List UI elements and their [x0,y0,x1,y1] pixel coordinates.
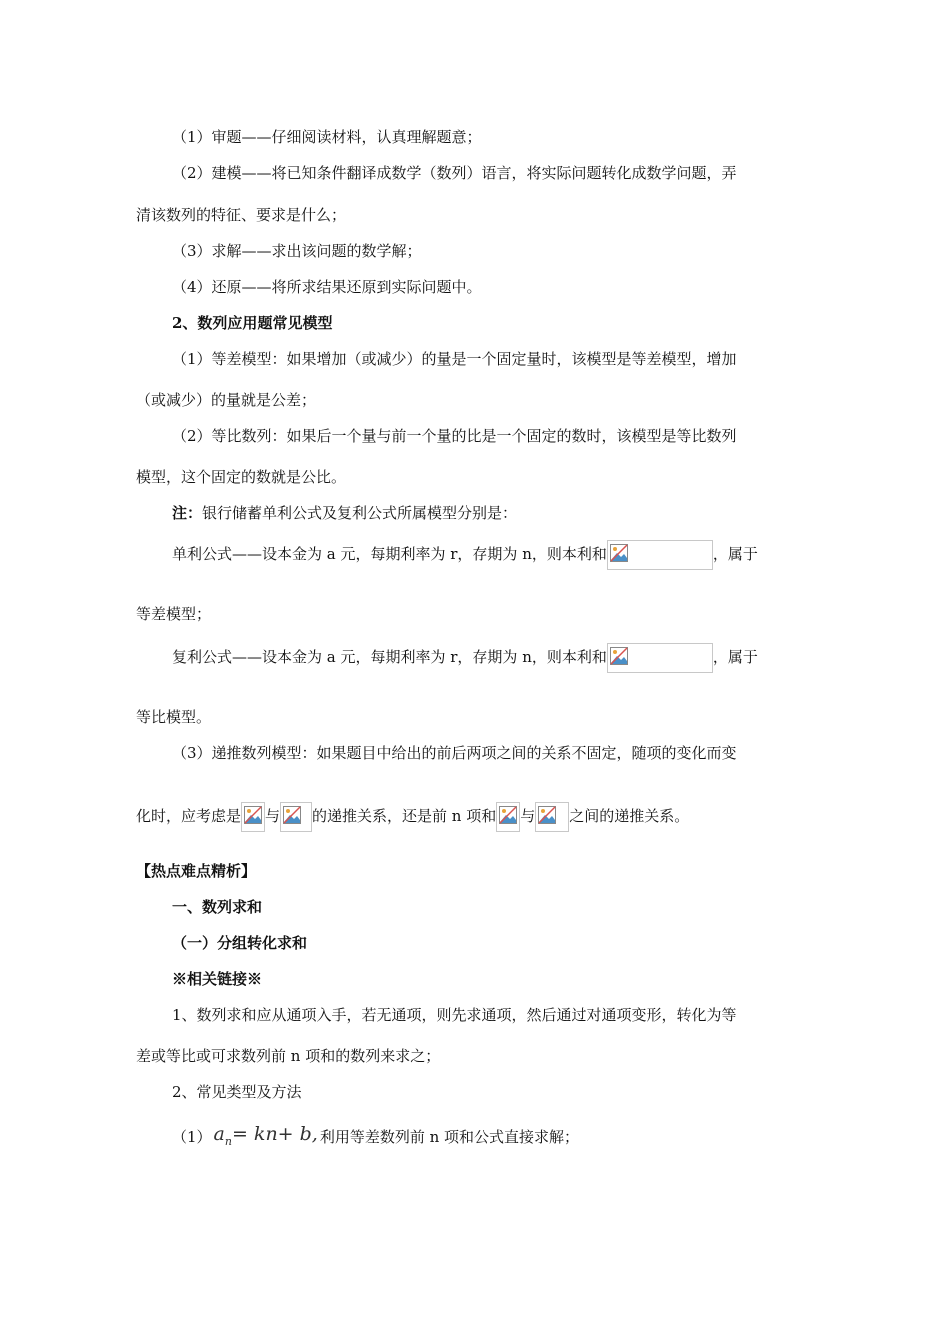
section-sum: 一、数列求和 [172,898,263,916]
formula-a: a [213,1123,225,1145]
recursive-cont-line [136,802,689,832]
section-title: 【热点难点精析】 [136,862,257,880]
recursive-text-3: 的递推关系，还是前 n 项和 [312,807,497,825]
formula-an [214,1124,318,1152]
type-1-prefix: （1） [172,1127,212,1146]
step-model: （2）建模——将已知条件翻译成数学（数列）语言，将实际问题转化成数学问题，弄 [172,164,737,182]
note-line [172,503,517,523]
model-recursive: （3）递推数列模型：如果题目中给出的前后两项之间的关系不固定，随项的变化而变 [172,744,737,762]
model-geometric: （2）等比数列：如果后一个量与前一个量的比是一个固定的数时，该模型是等比数列 [172,427,737,445]
note-label: 注： [172,504,203,522]
compound-interest-end: 等比模型。 [136,708,212,726]
model-geometric-cont: 模型，这个固定的数就是公比。 [136,468,347,486]
model-arithmetic: （1）等差模型：如果增加（或减少）的量是一个固定量时，该模型是等差模型，增加 [172,350,737,368]
compound-interest-suffix: ，属于 [712,648,758,666]
recursive-text-1: 化时，应考虑是 [136,807,242,825]
step-model-cont: 清该数列的特征、要求是什么； [136,206,347,224]
step-review: （1）审题——仔细阅读材料，认真理解题意； [172,128,482,146]
sum-rule-1-cont: 差或等比或可求数列前 n 项和的数列来求之； [136,1047,441,1065]
step-restore: （4）还原——将所求结果还原到实际问题中。 [172,278,482,296]
broken-image-icon [607,540,713,570]
sum-rule-1: 1、数列求和应从通项入手，若无通项，则先求通项，然后通过对通项变形，转化为等 [172,1006,737,1024]
formula-sub: n [224,1134,232,1148]
broken-image-icon [280,802,312,832]
compound-interest-text: 复利公式——设本金为 a 元，每期利率为 r，存期为 n，则本利和 [172,648,607,666]
formula-rest: = kn+ b, [231,1123,318,1145]
broken-image-icon [535,802,569,832]
model-arithmetic-cont: （或减少）的量就是公差； [136,391,317,409]
type-1-text: 利用等差数列前 n 项和公式直接求解； [319,1127,580,1146]
heading-common-models: 2、数列应用题常见模型 [172,314,333,332]
simple-interest-suffix: ，属于 [712,545,758,563]
broken-image-icon [496,802,520,832]
compound-interest-line [172,643,758,673]
simple-interest-text: 单利公式——设本金为 a 元，每期利率为 r，存期为 n，则本利和 [172,545,607,563]
broken-image-icon [607,643,713,673]
section-group-sum: （一）分组转化求和 [172,934,308,952]
recursive-text-5: 之间的递推关系。 [569,807,690,825]
related-links: ※相关链接※ [172,970,263,988]
recursive-text-2: 与 [265,807,281,825]
broken-image-icon [241,802,265,832]
simple-interest-end: 等差模型； [136,605,212,623]
simple-interest-line [172,540,758,570]
recursive-text-4: 与 [520,807,536,825]
note-text: 银行储蓄单利公式及复利公式所属模型分别是： [202,504,518,522]
step-solve: （3）求解——求出该问题的数学解； [172,242,422,260]
type-1-line [172,1124,579,1152]
sum-rule-2: 2、常见类型及方法 [172,1083,302,1101]
